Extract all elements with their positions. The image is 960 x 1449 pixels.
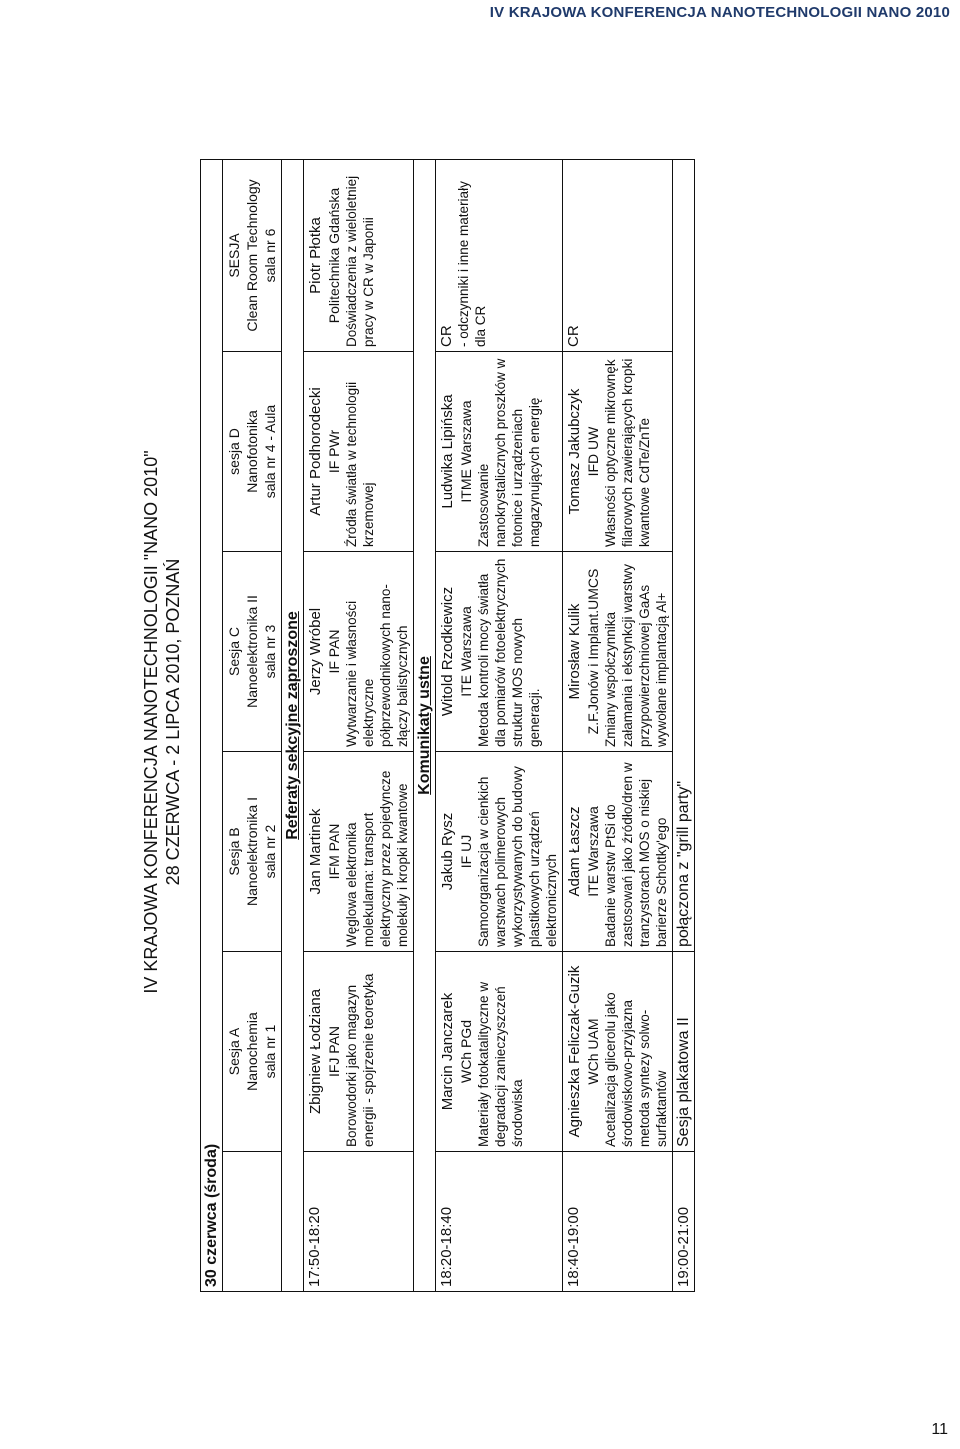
talk-cell: Agnieszka Feliczak-Guzik WCh UAM Acetalizacja glicerolu jako środowiskowo-przyjazna metoda syntezy solwo-surfaktantów [563, 952, 673, 1152]
oral-label: Komunikaty ustne [414, 159, 436, 1291]
talk-cell: Ludwika Lipińska ITME Warszawa Zastosowanie nanokrystalicznych proszków w fotonice i urządzeniach magazynujących energię [436, 352, 563, 552]
talk-cell: Adam Łaszcz ITE Warszawa Badanie warstw PtSi do zastosowań jako źródło/dren w tranzystorach MOS o niskiej barierze Schottky'ego [563, 752, 673, 952]
talk-cell: Zbigniew Łodziana IFJ PAN Borowodorki jako magazyn energii - spojrzenie teoretyka [304, 952, 414, 1152]
talk-cell: Jerzy Wróbel IF PAN Wytwarzanie i własności elektryczne półprzewodnikowych nano-złączy balistycznych [304, 552, 414, 752]
page-header: IV KRAJOWA KONFERENCJA NANOTECHNOLOGII NANO 2010 [489, 4, 950, 21]
talk-cell: Marcin Janczarek WCh PGd Materiały fotokatalityczne w degradacji zanieczyszczeń środowiska [436, 952, 563, 1152]
empty-cell [223, 1152, 282, 1292]
program-title [140, 192, 192, 1252]
talk-cell: Jan Martinek IFM PAN Węglowa elektronika molekularna: transport elektryczny przez pojedyncze molekuły i kropki kwantowe [304, 752, 414, 952]
session-cr: SESJA Clean Room Technology sala nr 6 [223, 159, 282, 351]
time-slot: 18:40-19:00 [563, 1152, 673, 1292]
invited-row [304, 159, 414, 1291]
invited-band [282, 159, 304, 1291]
day-row [201, 159, 223, 1291]
talk-cell: Witold Rzodkiewicz ITE Warszawa Metoda kontroli mocy światła dla pomiarów fotoelektrycznych struktur MOS nowych generacji. [436, 552, 563, 752]
session-d: sesja D Nanofotonika sala nr 4 - Aula [223, 352, 282, 552]
oral-row-2 [563, 159, 673, 1291]
poster-note: połączona z "grill party" [673, 159, 695, 951]
day-label: 30 czerwca (środa) [201, 159, 223, 1291]
time-slot: 18:20-18:40 [436, 1152, 563, 1292]
talk-cell: Mirosław Kulik Z.F.Jonów i Implant.UMCS Zmiany współczynnika załamania i ekstynkcji warstwy przypowierzchniowej GaAs wywołane implantacją Al+ [563, 552, 673, 752]
session-c: Sesja C Nanoelektronika II sala nr 3 [223, 552, 282, 752]
program-table [200, 159, 695, 1292]
talk-cell: Jakub Rysz IF UJ Samoorganizacja w cienkich warstwach polimerowych wykorzystywanych do budowy plastikowych urządzeń elektronicznych [436, 752, 563, 952]
title-line-2: 28 CZERWCA - 2 LIPCA 2010, POZNAŃ [163, 558, 183, 886]
invited-label: Referaty sekcyjne zaproszone [282, 159, 304, 1291]
poster-session: Sesja plakatowa II [673, 952, 695, 1152]
session-a: Sesja A Nanochemia sala nr 1 [223, 952, 282, 1152]
talk-cell: CR [563, 159, 673, 351]
title-line-1: IV KRAJOWA KONFERENCJA NANOTECHNOLOGII "NANO 2010" [141, 450, 161, 994]
talk-cell: Artur Podhorodecki IF PWr Źródła światła w technologii krzemowej [304, 352, 414, 552]
sessions-row [223, 159, 282, 1291]
poster-row [673, 159, 695, 1291]
talk-cell: Piotr Płotka Politechnika Gdańska Doświadczenia z wieloletniej pracy w CR w Japonii [304, 159, 414, 351]
talk-cell: CR - odczynniki i inne materiały dla CR [436, 159, 563, 351]
page-number: 11 [931, 1421, 948, 1438]
time-slot: 19:00-21:00 [673, 1152, 695, 1292]
talk-cell: Tomasz Jakubczyk IFD UW Własności optyczne mikrownęk filarowych zawierających kropki kwantowe CdTe/ZnTe [563, 352, 673, 552]
rotated-program [140, 160, 960, 1292]
session-b: Sesja B Nanoelektronika I sala nr 2 [223, 752, 282, 952]
oral-row-1 [436, 159, 563, 1291]
time-slot: 17:50-18:20 [304, 1152, 414, 1292]
oral-band [414, 159, 436, 1291]
